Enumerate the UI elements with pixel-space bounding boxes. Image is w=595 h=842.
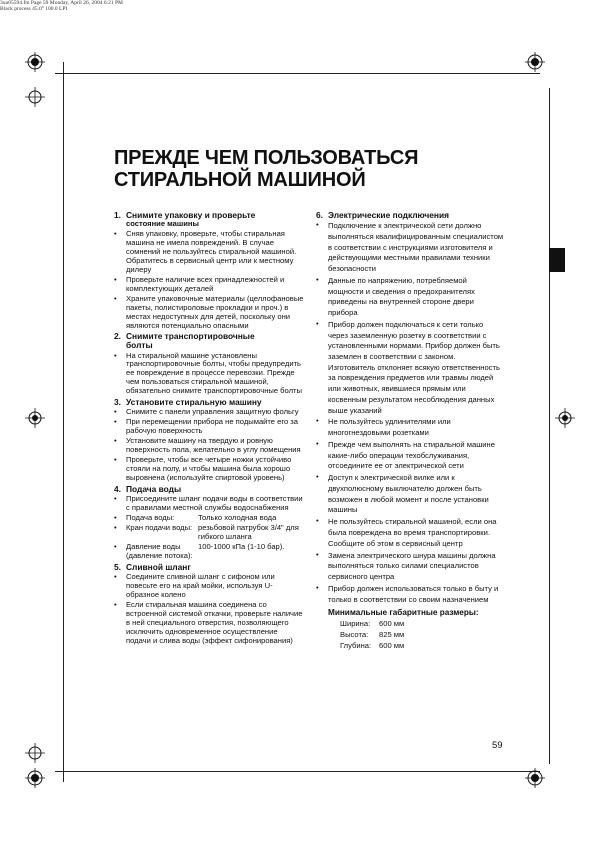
section-title: Снимите упаковку и проверьте	[126, 210, 256, 220]
section-title: Установите стиральную машину	[126, 397, 262, 408]
section-1-heading-cont: состояние машины	[126, 219, 199, 228]
list-item: • Проверьте наличие всех принадлежностей и комплектующих деталей	[114, 274, 285, 293]
thumb-tab-marker	[549, 248, 565, 272]
registration-mark-icon	[25, 52, 45, 72]
crop-line-bottom	[55, 771, 540, 772]
list-item: • Если стиральная машина соединена со встроенной системой откачки, проверьте наличие в ней специального отверстия, позволяющего исключить одновременное осуществление подачи и слива воды (эффект сифонирования)	[114, 600, 303, 645]
list-item: • На стиральной машине установлены транспортировочные болты, чтобы предупредить ее повреждение в процессе перевозки. Прежде чем пользоваться стиральной машиной, обязательно снимите транспортировочные болты	[114, 350, 302, 396]
section-3-heading	[114, 398, 304, 407]
page-title-line-2: СТИРАЛЬНОЙ МАШИНОЙ	[114, 169, 366, 191]
section-title: Сливной шланг	[126, 562, 191, 573]
right-column	[316, 210, 504, 651]
list-item: • Прежде чем выполнять на стиральной машине какие-либо операции техобслуживания, отсоедините ее от электрической сети	[316, 439, 495, 471]
dimension-row: Высота: 825 мм	[340, 630, 405, 640]
left-column	[114, 210, 304, 646]
section-5-heading	[114, 563, 304, 572]
list-item: • Сняв упаковку, проверьте, чтобы стиральная машина не имела повреждений. В случае сомнений не пользуйтесь стиральной машиной. Обратитесь в сервисный центр или к местному дилеру	[114, 229, 297, 274]
section-number: 2.	[114, 331, 121, 342]
spec-row: • Давление воды (давление потока): 100-1000 кПа (1-10 бар).	[114, 542, 285, 561]
section-title: Снимите транспортировочные	[126, 331, 255, 342]
section-6-heading	[316, 211, 504, 220]
dimensions-heading: Минимальные габаритные размеры:	[328, 608, 479, 618]
list-item: • Соедините сливной шланг с сифоном или повесьте его на край мойки, используя U-образное колено	[114, 572, 275, 600]
list-item: • Подключение к электрической сети должно выполняться квалифицированным специалистом в соответствии с инструкциями изготовителя и действующими местными правилами техники безопасности	[316, 220, 504, 273]
spec-row: • Подача воды: Только холодная вода	[114, 513, 277, 523]
section-title: Подача воды	[126, 484, 182, 495]
page-number: 59	[492, 740, 503, 751]
registration-mark-icon	[25, 743, 45, 763]
section-number: 5.	[114, 562, 121, 573]
print-footer-note: Black process 45.0° 100.0 LPI	[0, 6, 68, 12]
section-number: 1.	[114, 210, 121, 220]
registration-mark-icon	[525, 768, 545, 788]
print-header-note: 3uu05594.fm Page 59 Monday, April 26, 2004 6:21 PM	[0, 0, 123, 6]
registration-mark-icon	[525, 52, 545, 72]
list-item: • Прибор должен использоваться только в быту и только в соответствии со своим назначением	[316, 582, 499, 604]
section-number: 3.	[114, 397, 121, 408]
section-title: Электрические подключения	[328, 210, 450, 220]
crop-line-right	[549, 88, 550, 764]
dimension-row: Глубина: 600 мм	[340, 641, 405, 651]
registration-mark-icon	[25, 768, 45, 788]
crop-line-top	[55, 73, 540, 74]
section-4-heading	[114, 485, 304, 494]
list-item: • Установите машину на твердую и ровную поверхность пола, желательно в углу помещения	[114, 436, 301, 455]
registration-mark-icon	[555, 408, 575, 428]
list-item: • Не пользуйтесь стиральной машиной, если она была повреждена во время транспортировки. Сообщите об этом в сервисный центр	[316, 516, 497, 548]
list-item: • Прибор должен подключаться к сети только через заземленную розетку в соответствии с установленными нормами. Прибор должен быть заземлен в соответствии с законом. Изготовитель отклоняет всякую ответственность за повреждения предметов или травмы людей или животных, явившиеся прямым или косвенным результатом несоблюдения данных выше указаний	[316, 318, 500, 415]
list-item: • Проверьте, чтобы все четыре ножки устойчиво стояли на полу, и чтобы машина была хорошо выровнена (используйте спиртовой уровень)	[114, 455, 292, 483]
page-title-line-1: ПРЕЖДЕ ЧЕМ ПОЛЬЗОВАТЬСЯ	[114, 147, 419, 169]
list-item: • Присоедините шланг подачи воды в соответствии с правилами местной службы водоснабжения	[114, 494, 303, 513]
section-number: 6.	[316, 210, 323, 220]
list-item: • Не пользуйтесь удлинителями или многогнездовыми розетками	[316, 416, 451, 438]
registration-mark-icon	[25, 408, 45, 428]
list-item: • Снимите с панели управления защитную фольгу	[114, 407, 299, 417]
list-item: • Замена электрического шнура машины должна выполняться только силами специалистов сервисного центра	[316, 549, 496, 581]
spec-row: • Кран подачи воды: резьбовой патрубок 3/4" для гибкого шланга	[114, 523, 299, 542]
list-item: • Доступ к электрической вилке или к двухполюсному выключателю должен быть возможен в любой момент и после установки машины	[316, 472, 489, 515]
page-title	[114, 147, 444, 191]
dimension-row: Ширина: 600 мм	[340, 619, 405, 629]
section-2-heading-cont: болты	[126, 340, 153, 351]
section-number: 4.	[114, 484, 121, 495]
list-item: • При перемещении прибора не подымайте его за рабочую поверхность	[114, 417, 298, 436]
registration-mark-icon	[25, 87, 45, 107]
list-item: • Храните упаковочные материалы (целлофановые пакеты, полистироловые прокладки и проч.) в местах недоступных для детей, поскольку они являются потенциально опасными	[114, 293, 304, 330]
crop-line-left	[63, 62, 64, 782]
list-item: • Данные по напряжению, потребляемой мощности и сведения о предохранителях приведены на внутренней стороне двери прибора	[316, 274, 475, 317]
